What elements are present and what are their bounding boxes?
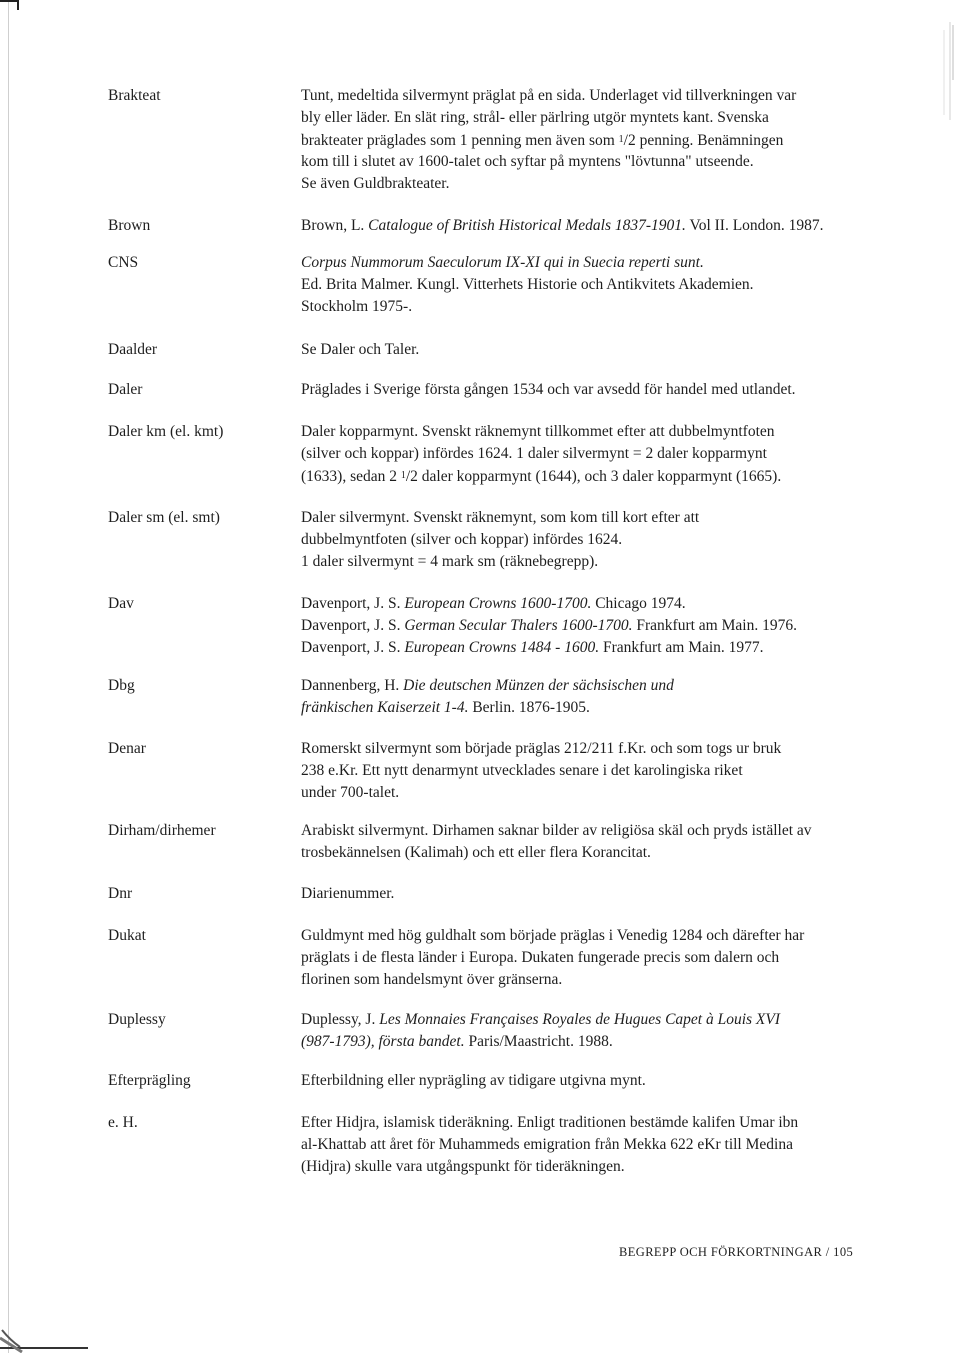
definition-text: kom till i slutet av 1600-talet och syftar på myntens "lövtunna" utseende. — [301, 153, 754, 170]
italic-title-text: (987-1793), första bandet. — [301, 1033, 465, 1050]
definition-text: 1 daler silvermynt = 4 mark sm (räknebegrepp). — [301, 553, 599, 570]
definition-text: (Hidjra) skulle vara utgångspunkt för tideräkningen. — [301, 1158, 625, 1175]
definition-text: Diarienummer. — [301, 885, 395, 902]
definition-line — [301, 421, 861, 443]
definition-line — [301, 782, 861, 804]
glossary-definition — [301, 215, 861, 237]
definition-text: (silver och koppar) infördes 1624. 1 daler silvermynt = 2 daler kopparmynt — [301, 445, 767, 462]
definition-text: Chicago 1974. — [591, 595, 686, 612]
scan-edge — [8, 0, 9, 1353]
glossary-definition — [301, 883, 861, 905]
definition-text: dubbelmyntfoten (silver och koppar) infördes 1624. — [301, 531, 623, 548]
definition-line — [301, 593, 861, 615]
glossary-term: Dirham/dirhemer — [108, 822, 216, 839]
glossary-definition — [301, 252, 861, 318]
definition-line — [301, 947, 861, 969]
definition-line — [301, 969, 861, 991]
glossary-term: CNS — [108, 254, 139, 271]
scan-noise — [934, 20, 956, 130]
definition-line — [301, 215, 861, 237]
definition-text: 238 e.Kr. Ett nytt denarmynt utvecklades senare i det karolingiska riket — [301, 762, 743, 779]
definition-line — [301, 129, 861, 151]
glossary-term: Dbg — [108, 677, 135, 694]
glossary-term: Duplessy — [108, 1011, 166, 1028]
glossary-definition — [301, 1009, 861, 1053]
definition-text: Davenport, J. S. — [301, 595, 405, 612]
glossary-definition — [301, 1112, 861, 1178]
definition-line — [301, 529, 861, 551]
glossary-term: Denar — [108, 740, 146, 757]
definition-line — [301, 1009, 861, 1031]
definition-text: Brown, L. — [301, 217, 369, 234]
glossary-definition — [301, 738, 861, 804]
glossary-term: e. H. — [108, 1114, 138, 1131]
glossary-term: Daalder — [108, 341, 158, 358]
definition-line — [301, 925, 861, 947]
definition-text: Efterbildning eller nyprägling av tidigare utgivna mynt. — [301, 1072, 646, 1089]
definition-line — [301, 274, 861, 296]
definition-text: florinen som handelsmynt över gränserna. — [301, 971, 563, 988]
glossary-definition — [301, 85, 861, 195]
definition-text: Tunt, medeltida silvermynt präglat på en sida. Underlaget vid tillverkningen var — [301, 87, 797, 104]
definition-line — [301, 151, 861, 173]
italic-title-text: Les Monnaies Françaises Royales de Hugues Capet à Louis XVI — [379, 1011, 781, 1028]
scan-corner-mark — [0, 1300, 90, 1353]
definition-line — [301, 760, 861, 782]
definition-line — [301, 615, 861, 637]
definition-text: Paris/Maastricht. 1988. — [464, 1033, 613, 1050]
glossary-definition — [301, 820, 861, 864]
definition-line — [301, 738, 861, 760]
definition-line — [301, 339, 861, 361]
definition-text: Präglades i Sverige första gången 1534 och var avsedd för handel med utlandet. — [301, 381, 796, 398]
definition-line — [301, 637, 861, 659]
definition-text: al-Khattab att året för Muhammeds emigration från Mekka 622 eKr till Medina — [301, 1136, 793, 1153]
definition-text: /2 penning. Benämningen — [623, 132, 784, 149]
italic-title-text: fränkischen Kaiserzeit 1-4. — [301, 699, 469, 716]
definition-line — [301, 1070, 861, 1092]
glossary-definition — [301, 925, 861, 991]
glossary-definition — [301, 507, 861, 573]
definition-line — [301, 551, 861, 573]
italic-title-text: Die deutschen Münzen der sächsischen und — [403, 677, 674, 694]
italic-title-text: European Crowns 1600-1700. — [404, 595, 592, 612]
definition-text: brakteater präglades som 1 penning men även som — [301, 132, 619, 149]
definition-text: Vol II. London. 1987. — [685, 217, 824, 234]
definition-text: Se Daler och Taler. — [301, 341, 420, 358]
italic-title-text: German Secular Thalers 1600-1700. — [404, 617, 633, 634]
definition-line — [301, 883, 861, 905]
glossary-term: Efterprägling — [108, 1072, 191, 1089]
definition-text: Dannenberg, H. — [301, 677, 404, 694]
definition-text: Arabiskt silvermynt. Dirhamen saknar bilder av religiösa skäl och pryds istället av — [301, 822, 812, 839]
definition-line — [301, 252, 861, 274]
definition-text: under 700-talet. — [301, 784, 400, 801]
glossary-definition — [301, 593, 861, 659]
glossary-term: Daler sm (el. smt) — [108, 509, 220, 526]
definition-line — [301, 465, 861, 487]
definition-line — [301, 379, 861, 401]
italic-title-text: Catalogue of British Historical Medals 1837-1901. — [368, 217, 686, 234]
definition-text: Se även Guldbrakteater. — [301, 175, 450, 192]
definition-line — [301, 107, 861, 129]
glossary-definition — [301, 339, 861, 361]
definition-line — [301, 1156, 861, 1178]
definition-line — [301, 1134, 861, 1156]
definition-text: Davenport, J. S. — [301, 617, 405, 634]
glossary-term: Dav — [108, 595, 134, 612]
fraction-numerator: 1 — [400, 470, 406, 481]
definition-line — [301, 675, 861, 697]
glossary-definition — [301, 379, 861, 401]
glossary-term: Dukat — [108, 927, 146, 944]
glossary-definition — [301, 421, 861, 487]
page-footer: BEGREPP OCH FÖRKORTNINGAR / 105 — [619, 1245, 854, 1259]
fraction-numerator: 1 — [618, 134, 624, 145]
definition-line — [301, 1031, 861, 1053]
definition-line — [301, 697, 861, 719]
definition-line — [301, 443, 861, 465]
definition-line — [301, 507, 861, 529]
scan-corner-mark — [0, 0, 20, 12]
definition-text: Berlin. 1876-1905. — [468, 699, 590, 716]
definition-line — [301, 820, 861, 842]
glossary-term: Brown — [108, 217, 151, 234]
glossary-definition — [301, 1070, 861, 1092]
definition-text: Daler silvermynt. Svenskt räknemynt, som kom till kort efter att — [301, 509, 700, 526]
definition-line — [301, 85, 861, 107]
definition-line — [301, 1112, 861, 1134]
definition-text: /2 daler kopparmynt (1644), och 3 daler kopparmynt (1665). — [405, 468, 782, 485]
italic-title-text: European Crowns 1484 - 1600. — [404, 639, 600, 656]
definition-text: Daler kopparmynt. Svenskt räknemynt tillkommet efter att dubbelmyntfoten — [301, 423, 775, 440]
definition-line — [301, 296, 861, 318]
definition-text: Efter Hidjra, islamisk tideräkning. Enligt traditionen bestämde kalifen Umar ibn — [301, 1114, 799, 1131]
definition-text: Ed. Brita Malmer. Kungl. Vitterhets Historie och Antikvitets Akademien. — [301, 276, 754, 293]
glossary-term: Daler km (el. kmt) — [108, 423, 224, 440]
definition-text: trosbekännelsen (Kalimah) och ett eller flera Korancitat. — [301, 844, 651, 861]
definition-line — [301, 842, 861, 864]
definition-text: Stockholm 1975-. — [301, 298, 413, 315]
definition-text: Duplessy, J. — [301, 1011, 380, 1028]
glossary-definition — [301, 675, 861, 719]
definition-text: Frankfurt am Main. 1976. — [632, 617, 797, 634]
definition-text: bly eller läder. En slät ring, strål- eller pärlring utgör myntets kant. Svenska — [301, 109, 769, 126]
italic-title-text: Corpus Nummorum Saeculorum IX-XI qui in Suecia reperti sunt. — [301, 254, 704, 271]
definition-text: Romerskt silvermynt som började präglas 212/211 f.Kr. och som togs ur bruk — [301, 740, 782, 757]
definition-text: (1633), sedan 2 — [301, 468, 401, 485]
glossary-term: Daler — [108, 381, 143, 398]
definition-text: Davenport, J. S. — [301, 639, 405, 656]
glossary-term: Brakteat — [108, 87, 161, 104]
definition-text: Frankfurt am Main. 1977. — [599, 639, 764, 656]
definition-line — [301, 173, 861, 195]
glossary-term: Dnr — [108, 885, 133, 902]
definition-text: Guldmynt med hög guldhalt som började präglas i Venedig 1284 och därefter har — [301, 927, 805, 944]
definition-text: präglats i de flesta länder i Europa. Dukaten fungerade precis som dalern och — [301, 949, 780, 966]
